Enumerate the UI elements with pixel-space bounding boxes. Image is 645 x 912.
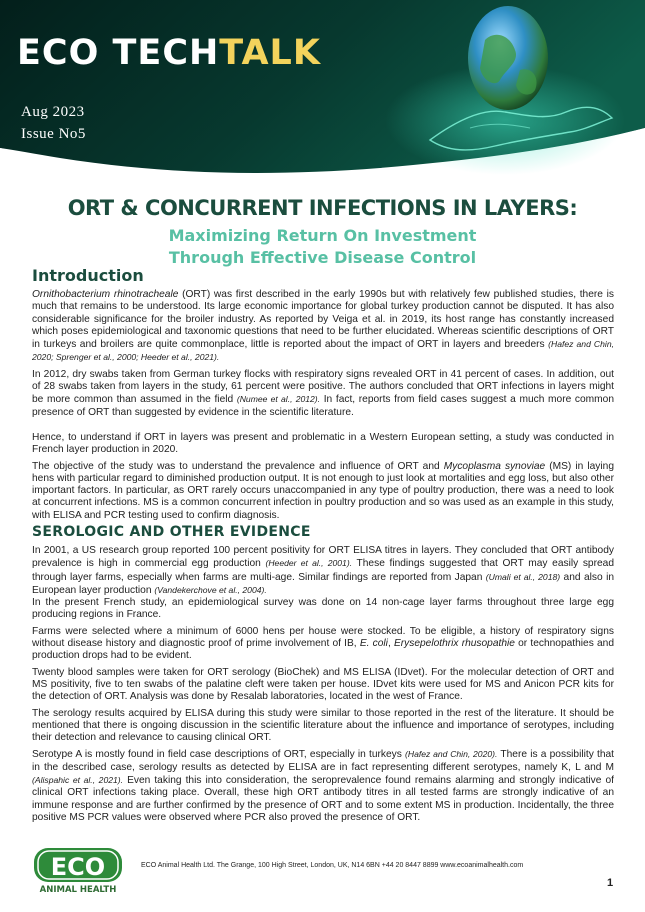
intro-paragraph-4 [32, 461, 614, 522]
text: In 2012, dry swabs taken from German turkey flocks with respiratory signs revealed ORT in 41 percent of cases. In addition, out of 28 swabs taken from layers in the study, 61 percent were positive. The authors concluded that ORT infections in layers might be more common than assumed in the field [32, 368, 614, 406]
species-name: E. coli [359, 638, 388, 650]
text: , [387, 638, 394, 650]
species-name: Erysepelothrix rhusopathie [393, 638, 515, 650]
sero-paragraph-6 [32, 748, 614, 824]
eco-animal-health-logo [32, 846, 124, 894]
issue-date: Aug 2023 [21, 104, 85, 120]
serologic-body [32, 545, 614, 828]
masthead-part2: TALK [219, 33, 321, 73]
citation: (Vandekerchove et al., 2004). [154, 584, 267, 595]
text: Farms were selected where a minimum of 6000 hens per house were stocked. To be eligible, a history of respiratory signs without disease history and diagnostic proof of prime involvement of IB, [32, 625, 614, 650]
introduction-body [32, 289, 614, 526]
text: In the present French study, an epidemiological survey was done on 14 non-cage layer farms throughout three large egg producing regions in France. [32, 597, 614, 621]
intro-paragraph-3: Hence, to understand if ORT in layers was present and problematic in a Western European setting, a study was conducted in French layer production in 2020. [32, 431, 614, 456]
section-heading-introduction: Introduction [32, 266, 144, 285]
article-title: ORT & CONCURRENT INFECTIONS IN LAYERS: [67, 196, 578, 220]
citation: (Numee et al., 2012). [236, 394, 321, 405]
article-subtitle-line1: Maximizing Return On Investment [168, 226, 477, 245]
text: Serotype A is mostly found in field case descriptions of ORT, especially in turkeys [32, 749, 406, 761]
citation: (Alispahic et al., 2021). [32, 775, 124, 786]
issue-number: Issue No5 [21, 126, 86, 142]
sero-paragraph-1 [32, 545, 614, 622]
footer-address: ECO Animal Health Ltd. The Grange, 100 High Street, London, UK, N14 6BN +44 20 8447 8899 www.ecoanimalhealth.com [141, 862, 524, 869]
text: (MS) in laying hens with particular regard to diminished production output. It is not enough to just look at mortalities and egg loss, but also other important factors. In particular, as ORT rarely occurs unaccompanied in any type of poultry production, there was a need to look at concurrent infections. MS is a common concurrent infection in poultry production and so was used as an example in this study, with ELISA and PCR testing used to confirm diagnosis. [32, 460, 614, 521]
sero-paragraph-3 [32, 626, 614, 663]
text: In 2001, a US research group reported 100 percent positivity for ORT ELISA titres in layers. They concluded that ORT antibody prevalence is high in commercial egg production [32, 545, 614, 570]
header-background [0, 0, 645, 200]
text: These findings suggested that ORT may easily spread through layer farms, especially when farms are multi-age. Similar findings are reported from Japan [32, 558, 614, 583]
text: There is a possibility that in the described case, serology results as detected by ELISA are in fact representing different serotypes, namely K, L and M [32, 749, 614, 773]
citation: (Heeder et al., 2001). [265, 558, 353, 569]
citation: (Hafez and Chin, 2020; Sprenger et al., 2000; Heeder et al., 2021). [32, 339, 614, 363]
text: or technopathies and production drops had to be evident. [32, 638, 615, 662]
intro-paragraph-1 [32, 289, 614, 365]
sero-paragraph-4: Twenty blood samples were taken for ORT serology (BioChek) and MS ELISA (IDvet). For the molecular detection of ORT and MS positivity, five to ten swabs of the palatine cleft were taken per house. IDvet kits were used for MS and Anicon PCR kits for the detection of ORT. Analysis was done by Resalab laboratories, located in the west of France. [32, 666, 614, 703]
text: The objective of the study was to understand the prevalence and influence of ORT and [32, 460, 444, 472]
citation: (Hafez and Chin, 2020). [405, 749, 498, 760]
logo-text: ECO [50, 853, 106, 881]
citation: (Umali et al., 2018) [485, 571, 561, 582]
section-heading-serologic: SEROLOGIC AND OTHER EVIDENCE [32, 524, 311, 540]
intro-paragraph-2 [32, 369, 614, 419]
masthead-title [17, 33, 321, 73]
text: Even taking this into consideration, the seroprevalence found remains alarming and strongly indicative of clinical ORT infections taking place. Overall, these high ORT antibody titres in all tested farms are strongly indicative of an immune response and are further confirmed by the presence of ORT and to some extent MS in production. Incidentally, the three positive MS PCR values were observed where PCR also proved the presence of ORT. [32, 775, 614, 823]
text: and also in European layer production [32, 571, 614, 596]
page-number: 1 [607, 877, 614, 889]
text: (ORT) was first described in the early 1990s but with relatively few published studies, there is much that remains to be understood. Its large economic importance for global turkey production cannot be disputed. It has also considerable significance for the broiler industry. As reported by Veiga et al. in 2019, its host range has constantly increased which poses epidemiological and taxonomic questions that need to be further elucidated. Whereas scientific descriptions of ORT in turkeys and broilers are quite commonplace, little is reported about the impact of ORT in layers and breeders [32, 289, 614, 351]
header-banner [0, 0, 645, 200]
text: In fact, reports from field cases suggest a much more common presence of ORT than suggested by evidence in the scientific literature. [32, 394, 614, 418]
masthead-part1: ECO TECH [17, 33, 220, 73]
article-subtitle-line2: Through Effective Disease Control [168, 248, 477, 267]
species-name: Ornithobacterium rhinotracheale [32, 289, 179, 300]
sero-paragraph-5: The serology results acquired by ELISA during this study were similar to those reported in the rest of the literature. It should be mentioned that there is ongoing discussion in the scientific literature about the influence and importance of serotypes, including their detection and relevance to causing clinical ORT. [32, 707, 614, 744]
logo-subtext: ANIMAL HEALTH [39, 885, 117, 894]
species-name: Mycoplasma synoviae [443, 460, 546, 472]
